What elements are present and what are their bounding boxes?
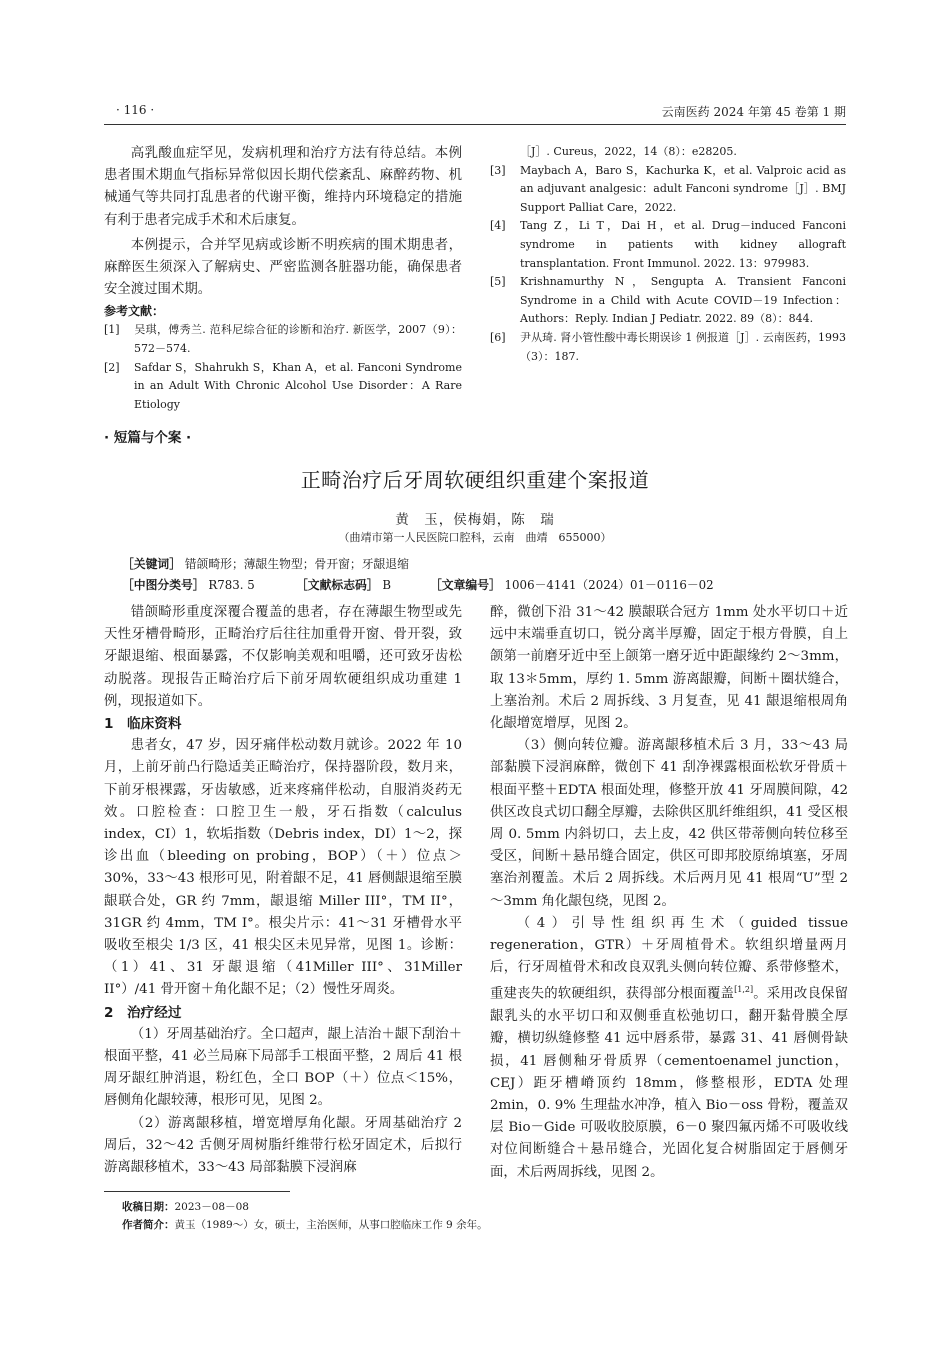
article-affiliation: （曲靖市第一人民医院口腔科，云南 曲靖 655000） (338, 531, 612, 544)
prev-article-right-column (490, 143, 846, 366)
article-title: 正畸治疗后牙周软硬组织重建个案报道 (300, 468, 650, 492)
received-label: 收稿日期： (122, 1201, 175, 1213)
article-number-value: 1006－4141（2024）01－0116－02 (504, 578, 714, 592)
body-right-column (490, 602, 848, 1184)
prev-paragraph-2: 本例提示，合并罕见病或诊断不明疾病的围术期患者，麻醉医生须深入了解病史、严密监测各脏器功能，确保患者安全渡过围术期。 (104, 237, 462, 298)
prev-paragraph-1: 高乳酸血症罕见，发病机理和治疗方法有待总结。本例患者围术期血气指标异常似因长期代偿紊乱、麻醉药物、机械通气等共同打乱患者的代谢平衡，维持内环境稳定的措施有利于患者完成手术和术后康复。 (104, 146, 462, 228)
author-bio-label: 作者简介： (122, 1219, 175, 1231)
clc-value: R783. 5 (208, 578, 255, 592)
treatment-step-1: （1）牙周基础治疗。全口超声，龈上洁治＋龈下刮治＋根面平整，41 必兰局麻下局部手工根面平整，2 周后 41 根周牙龈红肿消退，粉红色，全口 BOP（＋）位点＜15%，唇侧角化龈较薄，根形可见，见图 2。 (104, 1026, 462, 1109)
reference-item: [3] Maybach A，Baro S，Kachurka K，et al. Valproic acid as an adjuvant analgesic：adult Fanconi syndrome［J］. BMJ Support Palliat Care，2022. (490, 163, 846, 214)
body-left-column (104, 602, 462, 1179)
article-number-line (430, 576, 714, 593)
reference-item: [5] Krishnamurthy N，Sengupta A. Transient Fanconi Syndrome in a Child with Acute COVID－19 Infection：Authors：Reply. Indian J Pediatr. 2022. 89（8）：844. (490, 275, 846, 326)
treatment-step-3: （3）侧向转位瓣。游离龈移植术后 3 月，33～43 局部黏膜下浸润麻醉，微创下 41 刮净裸露根面松软牙骨质＋根面平整＋EDTA 根面处理，修整开放 41 牙周膜间隙，42 供区改良式切口翻全厚瓣，去除供区肌纤维组织，41 受区根周 0. 5mm 内斜切口，去上皮，42 供区带蒂侧向转位移至受区，间断＋悬吊缝合固定，供区可即邦胶原绵填塞，牙周塞治剂覆盖。术后 2 周拆线。术后两月见 41 根周“U”型 2～3mm 角化龈包绕，见图 2。 (490, 738, 848, 909)
received-date-line (122, 1199, 249, 1214)
treatment-step-4: （4）引导性组织再生术（guided tissue regeneration，GTR）＋牙周植骨术。软组织增量两月后，行牙周植骨术和改良双乳头侧向转位瓣、系带修整术，重建丧失的软硬组织，获得部分根面覆盖[1,2]。采用改良保留龈乳头的水平切口和双侧垂直松弛切口，翻开黏骨膜全厚瓣，横切纵缝修整 41 远中唇系带，暴露 31、41 唇侧骨缺损，41 唇侧釉牙骨质界（cementoenamel junction，CEJ）距牙槽嵴顶约 18mm，修整根形，EDTA 处理 2min，0. 9% 生理盐水冲净，植入 Bio－oss 骨粉，覆盖双层 Bio－Gide 可吸收胶原膜，6－0 聚四氟丙烯不可吸收线对位间断缝合＋悬吊缝合，光固化复合树脂固定于唇侧牙面，术后两周拆线，见图 2。 (490, 915, 849, 1180)
running-header-journal: 云南医药 2024 年第 45 卷第 1 期 (661, 105, 846, 119)
reference-item: [4] Tang Z，Li T，Dai H，et al. Drug－induced Fanconi syndrome in patients with kidney allograft transplantation. Front Immunol. 2022. 13：979983. (490, 219, 846, 270)
prev-article-left-column (104, 143, 462, 414)
reference-item: [1] 吴琪，傅秀兰. 范科尼综合征的诊断和治疗. 新医学，2007（9）：572－574. (104, 323, 462, 356)
treatment-step-2-continued: 醉，微创下沿 31～42 膜龈联合冠方 1mm 处水平切口＋近远中末端垂直切口，锐分离半厚瓣，固定于根方骨膜，自上颌第一前磨牙近中至上颌第一磨牙近中距龈缘约 2～3mm，取 13＊5mm，厚约 1. 5mm 游离龈瓣，间断＋圈状缝合，上塞治剂。术后 2 周拆线、3 月复查，见 41 龈退缩根周角化龈增宽增厚，见图 2。 (490, 605, 848, 732)
keywords-label: ［关键词］ (122, 557, 181, 571)
clc-line (122, 576, 255, 593)
doc-code-value: B (382, 578, 392, 592)
references-heading: 参考文献： (104, 304, 165, 319)
reference-item-continued: ［J］. Cureus，2022，14（8）：e28205. (520, 145, 737, 158)
citation-superscript: [1,2] (734, 985, 754, 995)
doc-code-line (296, 576, 391, 593)
intro-paragraph: 错颌畸形重度深覆合覆盖的患者，存在薄龈生物型或先天性牙槽骨畸形，正畸治疗后往往加重骨开窗、骨开裂，致牙龈退缩、根面暴露，不仅影响美观和咀嚼，还可致牙齿松动脱落。现报告正畸治疗后下前牙周软硬组织成功重建 1 例，现报道如下。 (104, 605, 462, 709)
column-label: · 短篇与个案 · (104, 430, 192, 446)
article-authors: 黄 玉，侯梅娟，陈 瑞 (395, 512, 555, 528)
author-bio-value: 黄玉（1989～）女，硕士，主治医师，从事口腔临床工作 9 余年。 (174, 1219, 488, 1231)
article-number-label: ［文章编号］ (430, 578, 501, 592)
treatment-step-2: （2）游离龈移植，增宽增厚角化龈。牙周基础治疗 2 周后，32～42 舌侧牙周树脂纤维带行松牙固定术，后拟行游离龈移植术，33～43 局部黏膜下浸润麻 (104, 1115, 462, 1176)
section-heading-clinical: 1 临床资料 (104, 716, 182, 733)
reference-item: [2] Safdar S，Shahrukh S，Khan A，et al. Fanconi Syndrome in an Adult With Chronic Alcohol Use Disorder：A Rare Etiology (104, 360, 462, 411)
received-value: 2023－08－08 (174, 1201, 249, 1213)
keywords-value: 错颌畸形；薄龈生物型；骨开窗；牙龈退缩 (184, 557, 409, 571)
keywords-line (122, 555, 409, 572)
page-number: · 116 · (116, 103, 155, 117)
section-heading-treatment: 2 治疗经过 (104, 1004, 182, 1021)
header-rule (104, 124, 846, 125)
author-bio-line (122, 1217, 488, 1232)
doc-code-label: ［文献标志码］ (296, 578, 379, 592)
clc-label: ［中图分类号］ (122, 578, 205, 592)
footnote-rule (104, 1191, 290, 1192)
reference-item: [6] 尹从琦. 肾小管性酸中毒长期误诊 1 例报道［J］. 云南医药，1993（3）：187. (490, 330, 846, 363)
case-paragraph: 患者女，47 岁，因牙痛伴松动数月就诊。2022 年 10 月，上前牙前凸行隐适美正畸治疗，保持器阶段，数月来，下前牙根裸露，牙齿敏感，近来疼痛伴松动，自服消炎药无效。口腔检查：口腔卫生一般，牙石指数（calculus index，CI）1，软垢指数（Debris index，DI）1～2，探诊出血（bleeding on probing，BOP）（＋）位点＞30%，33～43 根形可见，附着龈不足，41 唇侧龈退缩至膜龈联合处，GR 约 7mm，龈退缩 Miller III°，TM II°，31GR 约 4mm，TM I°。根尖片示：41～31 牙槽骨水平吸收至根尖 1/3 区，41 根尖区未见异常，见图 1。诊断：（1）41、31 牙龈退缩（41Miller III°、31Miller II°）/41 骨开窗＋角化龈不足；（2）慢性牙周炎。 (104, 738, 462, 998)
